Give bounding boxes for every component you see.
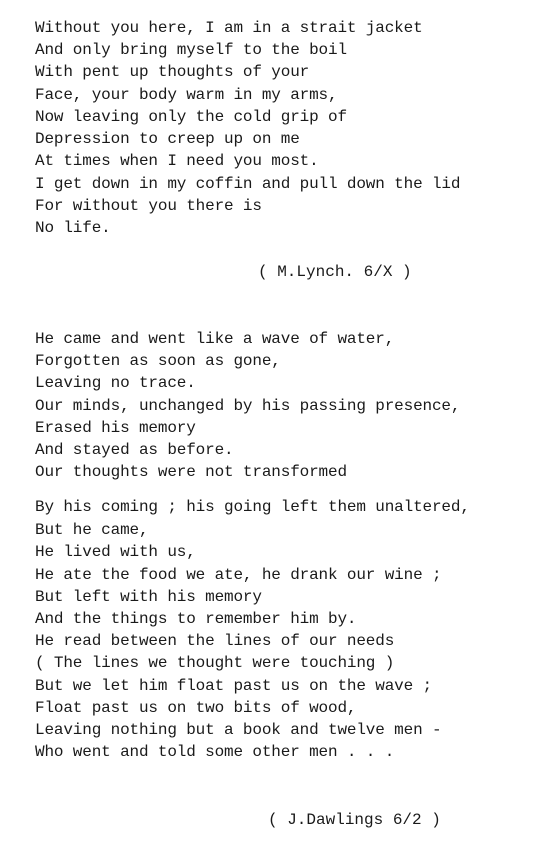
poem1-line: And only bring myself to the boil (35, 41, 347, 59)
poem1-line: For without you there is (35, 197, 262, 215)
poem2-line: And stayed as before. (35, 441, 234, 459)
poem2-line: By his coming ; his going left them unaltered, (35, 498, 470, 516)
poem2-line: He lived with us, (35, 543, 196, 561)
poem1-line: Without you here, I am in a strait jacket (35, 19, 423, 37)
poem1-line: Depression to creep up on me (35, 130, 300, 148)
poem1-line: Face, your body warm in my arms, (35, 86, 338, 104)
poem1-line: Now leaving only the cold grip of (35, 108, 347, 126)
poem2-line: Erased his memory (35, 419, 196, 437)
poem2-line: And the things to remember him by. (35, 610, 357, 628)
poem1-line: No life. (35, 219, 111, 237)
poem2-line: Forgotten as soon as gone, (35, 352, 281, 370)
poem2-line: Leaving nothing but a book and twelve men - (35, 721, 442, 739)
poem1-line: I get down in my coffin and pull down the lid (35, 175, 461, 193)
poem2-line: He came and went like a wave of water, (35, 330, 395, 348)
poem2-line: He ate the food we ate, he drank our wine ; (35, 566, 442, 584)
poem1-line: With pent up thoughts of your (35, 63, 310, 81)
poem2-line: Our thoughts were not transformed (35, 463, 347, 481)
poem2-line: But we let him float past us on the wave ; (35, 677, 432, 695)
poem2-line: Leaving no trace. (35, 374, 196, 392)
poem1-line: At times when I need you most. (35, 152, 319, 170)
poem2-line: But he came, (35, 521, 149, 539)
poem2-line: He read between the lines of our needs (35, 632, 395, 650)
poem2-line: ( The lines we thought were touching ) (35, 654, 395, 672)
poem2-signature: ( J.Dawlings 6/2 ) (268, 811, 441, 829)
poem2-line: But left with his memory (35, 588, 262, 606)
poem2-line: Float past us on two bits of wood, (35, 699, 357, 717)
poem2-line: Our minds, unchanged by his passing presence, (35, 397, 461, 415)
poem2-line: Who went and told some other men . . . (35, 743, 395, 761)
poem1-signature: ( M.Lynch. 6/X ) (258, 263, 412, 281)
